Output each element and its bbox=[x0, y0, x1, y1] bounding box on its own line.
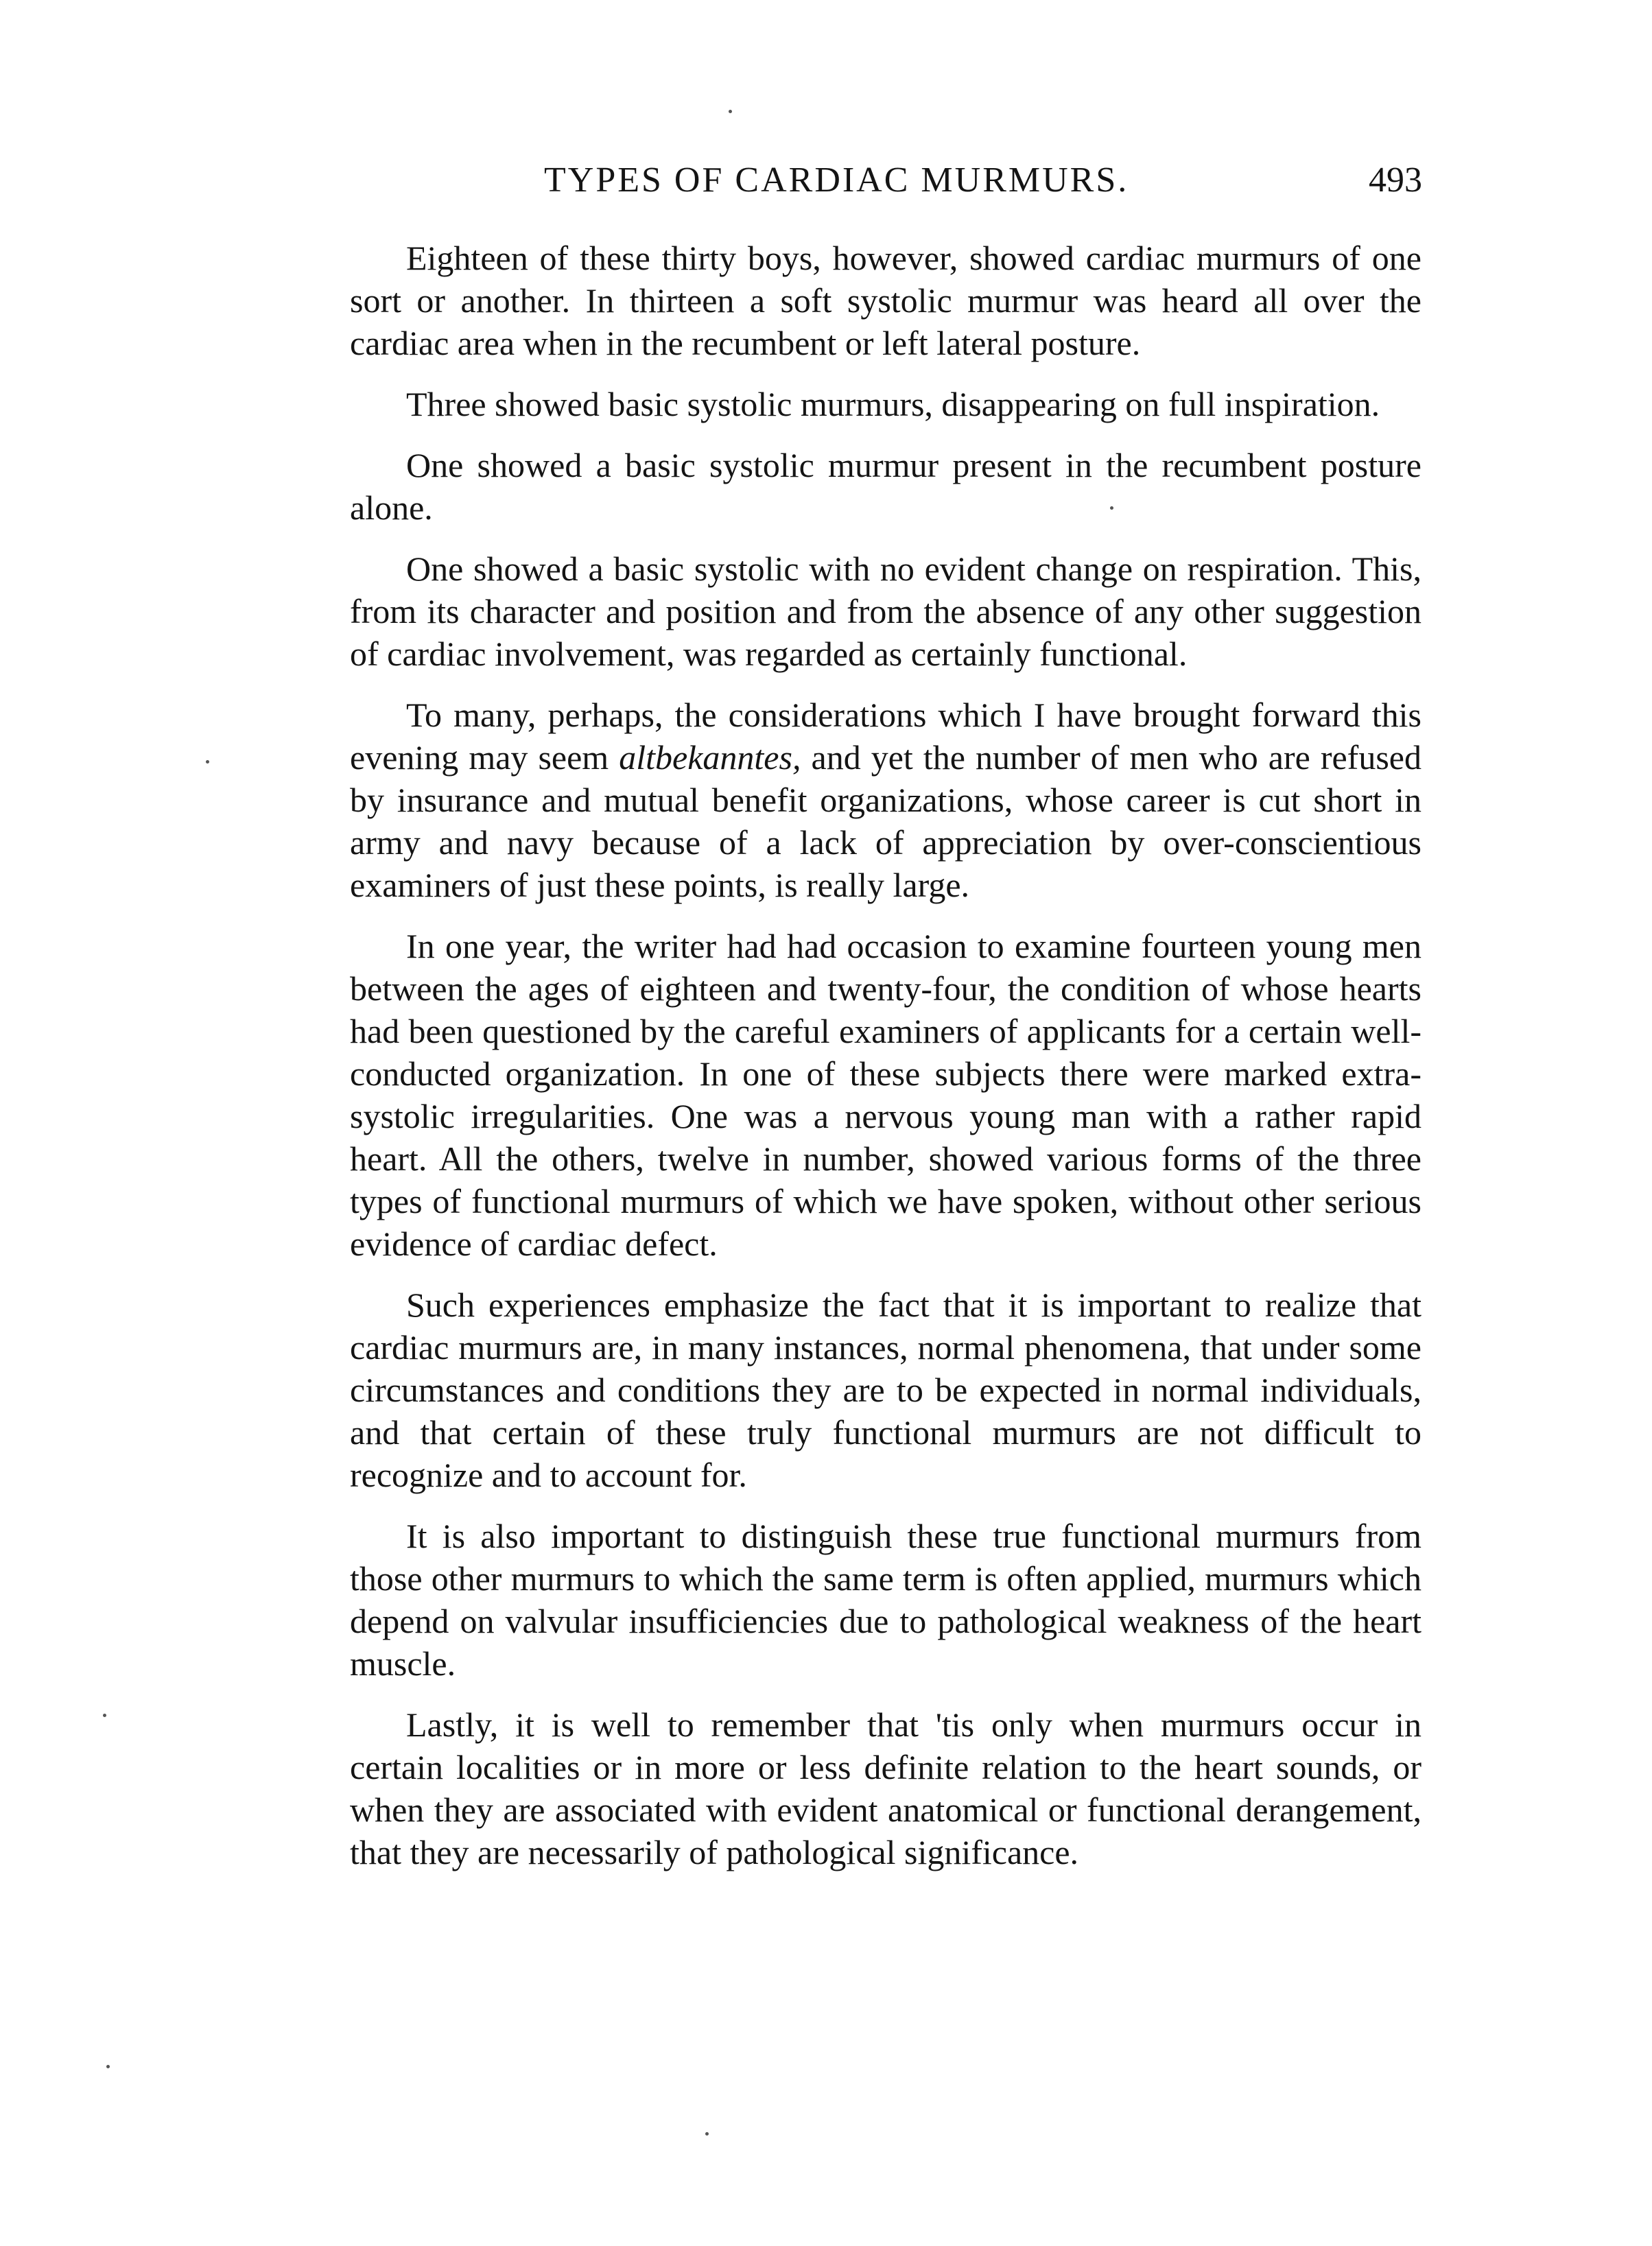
body-text bbox=[350, 237, 1421, 1892]
paragraph-text: To many, perhaps, the considerations which I have brought forward this evening may seem bbox=[350, 696, 1421, 777]
paragraph: Lastly, it is well to remember that 'tis only when murmurs occur in certain localities or in more or less definite relation to the heart sounds, or when they are associated with evident anatomical or functional derangement, that they are necessarily of pathological significance. bbox=[350, 1705, 1421, 1871]
paragraph: Eighteen of these thirty boys, however, showed cardiac murmurs of one sort or another. In thirteen a soft systolic murmur was heard all over the cardiac area when in the recumbent or left lateral posture. bbox=[350, 239, 1421, 362]
italic-term: altbekanntes, bbox=[619, 738, 801, 777]
paragraph-text: and yet the number of men who are refused by insurance and mutual benefit organizations, whose career is cut short in army and navy because of a lack of appreciation by over-conscientious examiners of just these points, is really large. bbox=[350, 738, 1421, 904]
running-head bbox=[349, 156, 1422, 204]
running-title: TYPES OF CARDIAC MURMURS. bbox=[544, 161, 1129, 200]
paragraph bbox=[350, 694, 1421, 906]
print-speck bbox=[103, 1714, 106, 1717]
paragraph: In one year, the writer had had occasion to examine fourteen young men between the ages of eighteen and twenty-four, the condition of whose hearts had been questioned by the careful examiners of applicants for a certain well-conducted organization. In one of these subjects there were marked extra-systolic irregularities. One was a nervous young man with a rather rapid heart. All the others, twelve in number, showed various forms of the three types of functional murmurs of which we have spoken, without other serious evidence of cardiac defect. bbox=[350, 927, 1421, 1263]
paragraph: One showed a basic systolic with no evident change on respiration. This, from its character and position and from the absence of any other suggestion of cardiac involvement, was regarded as certainly functional. bbox=[350, 549, 1421, 673]
print-speck bbox=[106, 2065, 110, 2068]
page-number: 493 bbox=[1369, 161, 1422, 200]
paragraph: It is also important to distinguish these true functional murmurs from those other murmurs to which the same term is often applied, murmurs which depend on valvular insufficiencies due to pathological weakness of the heart muscle. bbox=[350, 1517, 1421, 1683]
print-speck bbox=[705, 2132, 709, 2136]
print-speck bbox=[206, 760, 209, 764]
paragraph: Three showed basic systolic murmurs, disappearing on full inspiration. bbox=[406, 385, 1380, 423]
print-speck bbox=[729, 110, 732, 113]
paragraph: Such experiences emphasize the fact that it is important to realize that cardiac murmurs are, in many instances, normal phenomena, that under some circumstances and conditions they are to be expected in normal individuals, and that certain of these truly functional murmurs are not difficult to recognize and to account for. bbox=[350, 1286, 1421, 1494]
paragraph: One showed a basic systolic murmur present in the recumbent posture alone. bbox=[350, 446, 1421, 527]
